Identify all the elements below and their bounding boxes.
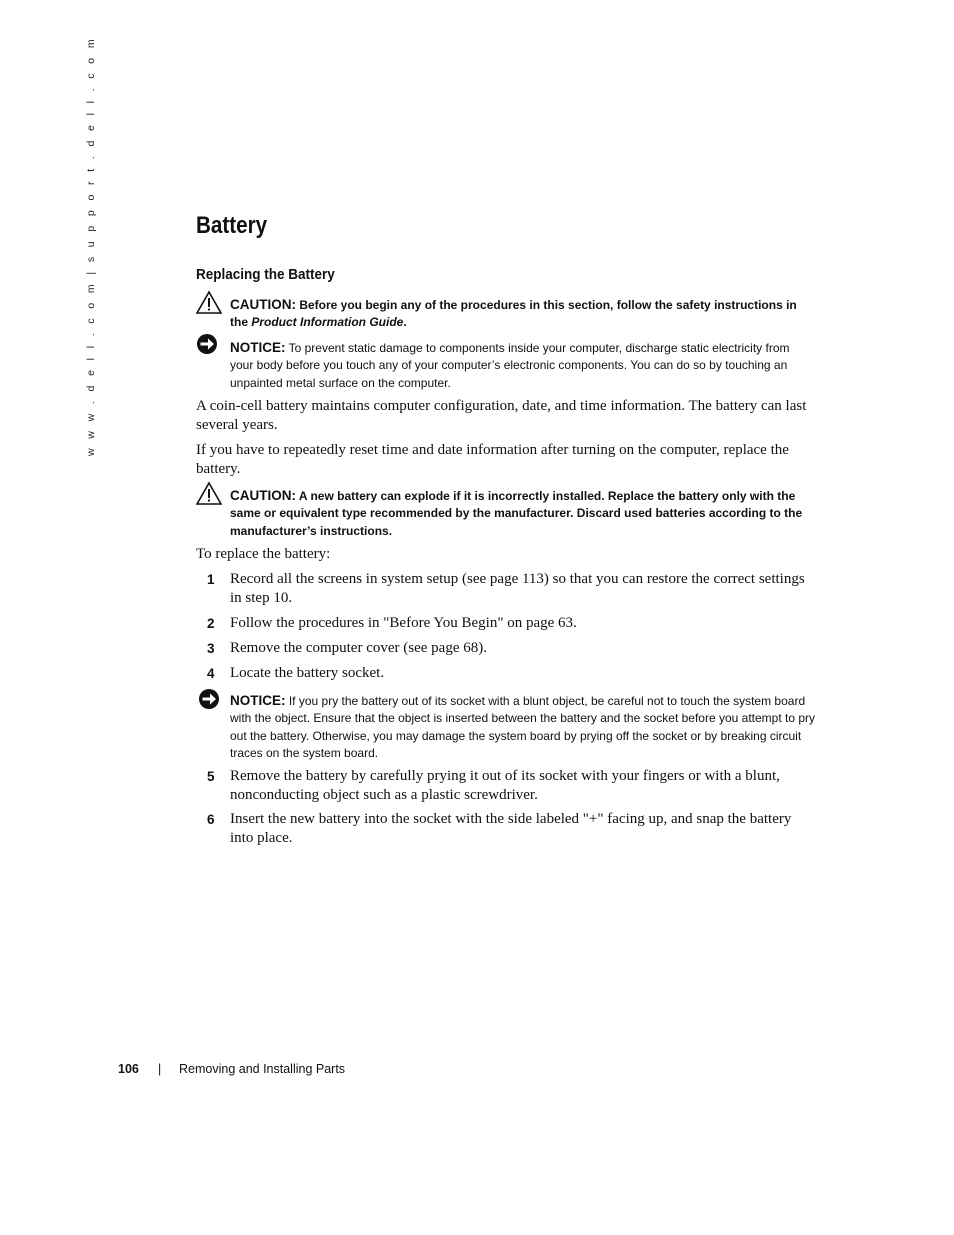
step-text: Insert the new battery into the socket with the side labeled "+" facing up, and snap the battery into place. [230,811,792,846]
notice-arrow-icon [196,686,222,712]
step-text: Remove the battery by carefully prying it out of its socket with your fingers or with a blunt, nonconducting object such as a plastic screwdriver. [230,768,780,803]
caution-triangle-icon [196,481,222,507]
caution-ref: Product Information Guide [251,315,404,330]
footer-chapter: Removing and Installing Parts [179,1062,346,1076]
notice-label: NOTICE: [230,693,286,708]
step-text: Locate the battery socket. [230,665,385,681]
list-item [196,810,816,848]
caution-end: . [403,315,407,330]
list-item [196,664,816,683]
caution-triangle-icon [196,290,222,316]
step-text: Remove the computer cover (see page 68). [230,640,487,656]
section-title: Replacing the Battery [196,266,335,283]
caution-text: Before you begin any of the procedures in this section, follow the safety instructions in the [230,298,797,330]
list-item [196,767,816,805]
step-text: Follow the procedures in "Before You Begin" on page 63. [230,615,577,631]
step-number: 2 [207,616,215,631]
sidebar-url: w w w . d e l l . c o m | s u p p o r t . d e l l . c o m [85,35,97,456]
list-item [196,639,816,658]
caution-label: CAUTION: [230,297,296,312]
paragraph-reset-info: If you have to repeatedly reset time and date information after turning on the computer, replace the battery. [196,442,789,477]
caution-label: CAUTION: [230,488,296,503]
list-item [196,614,816,633]
notice-text: To prevent static damage to components inside your computer, discharge static electricity from your body before you touch any of your computer’s electronic components. You can do so by touching an unpainted metal surface on the computer. [230,341,790,390]
footer-separator: | [158,1062,162,1076]
step-text: Record all the screens in system setup (see page 113) so that you can restore the correct settings in step 10. [230,571,805,606]
step-number: 4 [207,666,215,681]
caution-text: A new battery can explode if it is incorrectly installed. Replace the battery only with the same or equivalent type recommended by the manufacturer. Discard used batteries according to the manufacturer’s instructions. [230,489,803,538]
step-number: 1 [207,572,215,587]
notice-block-2 [196,692,816,762]
notice-text: If you pry the battery out of its socket with a blunt object, be careful not to touch the system board with the object. Ensure that the object is inserted between the battery and the socket before you attempt to pry out the battery. Otherwise, you may damage the system board by prying off the socket or by breaking circuit traces on the system board. [230,694,816,760]
step-number: 5 [207,769,215,784]
page-number: 106 [118,1062,139,1076]
notice-arrow-icon [196,333,222,359]
notice-block-1 [196,339,816,392]
paragraph-battery-info: A coin-cell battery maintains computer configuration, date, and time information. The battery can last several years. [196,398,807,433]
page-title: Battery [196,212,268,239]
step-number: 3 [207,641,215,656]
caution-block-2 [196,487,816,540]
list-item [196,570,816,608]
step-number: 6 [207,812,215,827]
notice-label: NOTICE: [230,340,286,355]
paragraph-intro: To replace the battery: [196,546,331,562]
page-footer [118,1062,346,1076]
caution-block-1 [196,296,816,332]
